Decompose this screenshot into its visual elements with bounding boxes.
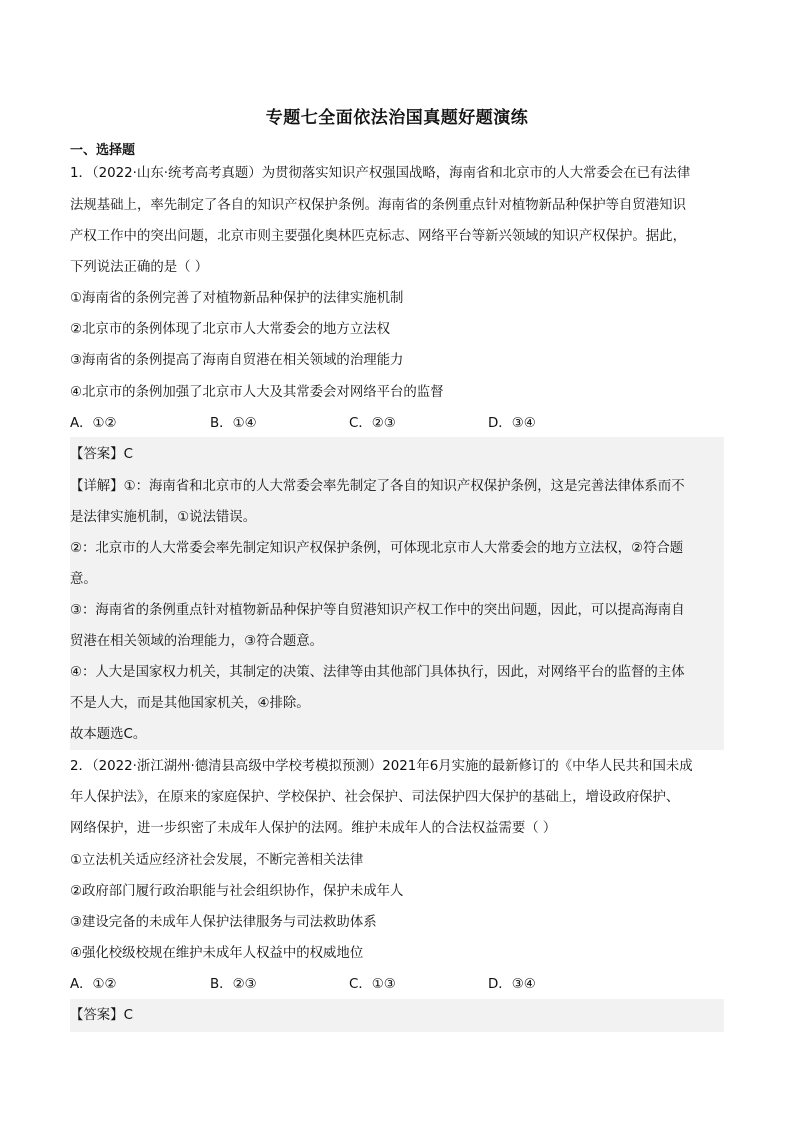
q1-option-b: B．①④ <box>210 416 257 431</box>
answer-value: C <box>123 447 133 462</box>
q2-option-a: A．①② <box>70 977 117 992</box>
q1-statement: ③海南省的条例提高了海南自贸港在相关领域的治理能力 <box>70 353 404 368</box>
q2-option-c: C．①③ <box>349 977 396 992</box>
q1-answer <box>70 445 724 465</box>
q1-detail-line: ②：北京市的人大常委会率先制定知识产权保护条例，可体现北京市人大常委会的地方立法权，②符合题 <box>70 541 684 556</box>
q1-option-a: A．①② <box>70 416 117 431</box>
q2-stem-line: 年人保护法》，在原来的家庭保护、学校保护、社会保护、司法保护四大保护的基础上，增设政府保护、 <box>70 790 680 805</box>
q1-answer-block <box>70 437 724 750</box>
q1-detail-line: ④：人大是国家权力机关，其制定的决策、法律等由其他部门具体执行，因此，对网络平台的监督的主体 <box>70 665 685 680</box>
q1-stem-line: 下列说法正确的是（ ） <box>70 260 209 275</box>
q2-answer <box>70 1006 724 1026</box>
q1-stem-line: 法规基础上，率先制定了各自的知识产权保护条例。海南省的条例重点针对植物新品种保护等自贸港知识 <box>70 198 686 213</box>
q1-statement: ①海南省的条例完善了对植物新品种保护的法律实施机制 <box>70 291 404 306</box>
q2-option-b: B．②③ <box>210 977 257 992</box>
q1-detail-line: 【详解】①：海南省和北京市的人大常委会率先制定了各自的知识产权保护条例，这是完善法律体系而不 <box>70 479 685 494</box>
q2-statement: ④强化校级校规在维护未成年人权益中的权威地位 <box>70 946 364 961</box>
answer-label: 【答案】 <box>70 447 124 462</box>
detail-label: 【详解】 <box>70 479 124 494</box>
q1-detail-line: 意。 <box>70 572 97 587</box>
answer-value: C <box>123 1008 133 1023</box>
q2-statement: ②政府部门履行政治职能与社会组织协作，保护未成年人 <box>70 884 404 899</box>
q1-detail-line: 贸港在相关领域的治理能力，③符合题意。 <box>70 634 324 649</box>
q2-answer-block <box>70 999 724 1032</box>
section-heading: 一、选择题 <box>70 143 136 158</box>
q1-stem-line: 1．（2022·山东·统考高考真题）为贯彻落实知识产权强国战略，海南省和北京市的人大常委会在已有法律 <box>70 166 691 181</box>
q1-option-c: C．②③ <box>349 416 396 431</box>
q2-statement: ①立法机关适应经济社会发展，不断完善相关法律 <box>70 853 364 868</box>
q1-statement: ②北京市的条例体现了北京市人大常委会的地方立法权 <box>70 322 390 337</box>
q1-detail-line: 故本题选C。 <box>70 727 147 742</box>
q1-detail-line: 是法律实施机制，①说法错误。 <box>70 510 257 525</box>
q2-stem-line: 2．（2022·浙江湖州·德清县高级中学校考模拟预测）2021年6月实施的最新修订的《中华人民共和国未成 <box>70 759 693 774</box>
q2-stem-line: 网络保护，进一步织密了未成年人保护的法网。维护未成年人的合法权益需要（ ） <box>70 821 557 836</box>
q2-option-d: D．③④ <box>488 977 536 992</box>
q2-statement: ③建设完备的未成年人保护法律服务与司法救助体系 <box>70 915 377 930</box>
answer-label: 【答案】 <box>70 1008 124 1023</box>
q1-detail-line: ③：海南省的条例重点针对植物新品种保护等自贸港知识产权工作中的突出问题，因此，可以提高海南自 <box>70 603 685 618</box>
q1-stem-line: 产权工作中的突出问题，北京市则主要强化奥林匹克标志、网络平台等新兴领域的知识产权保护。据此， <box>70 229 686 244</box>
q1-option-d: D．③④ <box>488 416 536 431</box>
page-title: 专题七全面依法治国真题好题演练 <box>265 108 529 128</box>
q1-detail-line: 不是人大，而是其他国家机关，④排除。 <box>70 696 310 711</box>
q1-statement: ④北京市的条例加强了北京市人大及其常委会对网络平台的监督 <box>70 385 444 400</box>
